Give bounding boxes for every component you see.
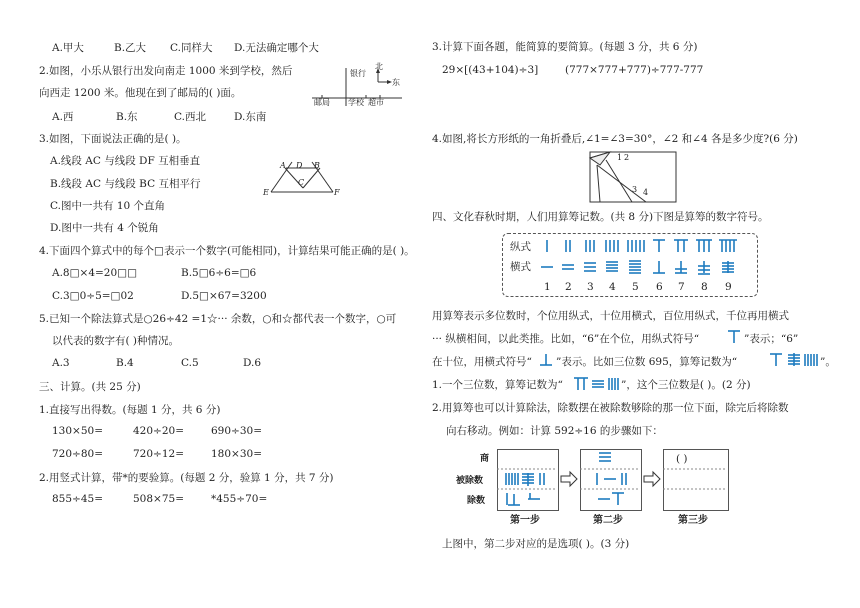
q5-option-d: D.6 [243, 357, 262, 369]
calc3-item: (777×777+777)÷777-777 [565, 64, 704, 76]
rod-digit: 1 [544, 281, 551, 293]
rods-q2-line2: 向右移动。例如：计算 592÷16 的步骤如下： [446, 425, 663, 437]
east-label: 东 [392, 78, 400, 87]
rod-digit: 2 [565, 281, 572, 293]
post-office-label: 邮局 [314, 98, 330, 107]
q2-option-a: A.西 [52, 111, 74, 123]
q5-line1: 5.已知一个除法算式是○26÷42 =1☆··· 余数，○和☆都代表一个数字，○可 [39, 313, 397, 325]
calc1-item: 690÷30= [211, 425, 262, 437]
point-e-label: E [263, 188, 269, 197]
q3-option-c: C.图中一共有 10 个直角 [50, 200, 166, 212]
step2-caption: 第二步 [593, 515, 623, 526]
calc4-stem: 4.如图,将长方形纸的一角折叠后,∠1=∠3=30°，∠2 和∠4 各是多少度?(6 分) [432, 133, 798, 145]
rods-q1-start: 1.一个三位数，算筹记数为“ [432, 379, 563, 391]
q5-option-c: C.5 [181, 357, 199, 369]
calc1-item: 180×30= [211, 448, 262, 460]
rod-digit: 3 [587, 281, 594, 293]
section-3-heading: 三、计算。(共 25 分) [39, 381, 141, 393]
calc2-item: 508×75= [133, 493, 184, 505]
q2-line2: 向西走 1200 米。他现在到了邮局的( )面。 [39, 87, 242, 99]
angle-4-label: 4 [643, 188, 649, 197]
q1-option-c: C.同样大 [170, 42, 213, 54]
point-c-label: C [298, 178, 305, 187]
rods-q2-line1: 2.用算筹也可以计算除法，除数摆在被除数够除的那一位下面，除完后将除数 [432, 402, 789, 414]
quotient-label: 商 [480, 454, 490, 464]
rods-paragraph-line2-end: ”表示；“6” [744, 333, 799, 345]
q1-option-d: D.无法确定哪个大 [234, 42, 319, 54]
point-b-label: B [314, 161, 320, 170]
horizontal-form-label: 横式 [510, 261, 531, 273]
calc2-item: 855÷45= [52, 493, 103, 505]
calc1-item: 720÷12= [133, 448, 184, 460]
q4-option-a: A.8□×4=20□□ [52, 267, 137, 279]
school-label: 学校 [348, 98, 364, 107]
q4-option-d: D.5□×67=3200 [181, 290, 267, 302]
calc1-item: 420÷20= [133, 425, 184, 437]
q1-option-a: A.甲大 [52, 42, 84, 54]
section-4-heading: 四、文化春秋时期，人们用算筹记数。(共 8 分)下图是算筹的数字符号。 [432, 211, 769, 223]
q4-stem: 4.下面四个算式中的每个□表示一个数字(可能相同)，计算结果可能正确的是( )。 [39, 245, 415, 257]
step3-caption: 第三步 [678, 515, 708, 526]
rods-paragraph-line3-end: ”。 [820, 356, 836, 368]
angle-2-label: 2 [624, 153, 630, 162]
calc3-stem: 3.计算下面各题，能简算的要简算。(每题 3 分，共 6 分) [432, 41, 698, 53]
step3-quotient-blank: ( ) [676, 453, 688, 465]
q2-option-c: C.西北 [174, 111, 206, 123]
q3-option-d: D.图中一共有 4 个锐角 [50, 222, 159, 234]
rod-digit: 5 [632, 281, 639, 293]
rods-paragraph-line2: ··· 纵横相间，以此类推。比如，“6”在个位，用纵式符号“ [432, 333, 700, 345]
north-label: 北 [375, 62, 383, 71]
calc1-item: 130×50= [52, 425, 103, 437]
rod-digit: 4 [609, 281, 616, 293]
q5-line2: 以代表的数字有( )种情况。 [52, 335, 180, 347]
q3-option-a: A.线段 AC 与线段 DF 互相垂直 [50, 155, 201, 167]
calc3-item: 29×[(43+104)÷3] [442, 64, 539, 76]
dividend-label: 被除数 [456, 476, 484, 486]
rods-paragraph-line3: 在十位，用横式符号“ [432, 356, 532, 368]
rod-digit: 8 [701, 281, 708, 293]
point-d-label: D [296, 161, 303, 170]
q3-stem: 3.如图，下面说法正确的是( )。 [39, 133, 187, 145]
rod-digit: 9 [725, 281, 732, 293]
rod-digit: 7 [678, 281, 685, 293]
q4-option-c: C.3□0÷5=□02 [52, 290, 134, 302]
bank-label: 银行 [350, 69, 366, 78]
calc2-item: *455÷70= [211, 493, 268, 505]
rods-q1-end: ”，这个三位数是( )。(2 分) [621, 379, 751, 391]
q4-option-b: B.5□6÷6=□6 [181, 267, 257, 279]
calc2-stem: 2.用竖式计算，带*的要验算。(每题 2 分，验算 1 分，共 7 分) [39, 472, 334, 484]
divisor-label: 除数 [467, 496, 486, 506]
rods-paragraph-line1: 用算筹表示多位数时，个位用纵式，十位用横式，百位用纵式，千位再用横式 [432, 310, 789, 322]
q2-option-b: B.东 [116, 111, 138, 123]
point-f-label: F [334, 188, 340, 197]
q2-line1: 2.如图，小乐从银行出发向南走 1000 米到学校，然后 [39, 65, 293, 77]
q2-option-d: D.东南 [234, 111, 267, 123]
rods-paragraph-line3-mid: ”表示。比如三位数 695，算筹记数为“ [556, 356, 738, 368]
calc1-stem: 1.直接写出得数。(每题 1 分，共 6 分) [39, 404, 221, 416]
q1-option-b: B.乙大 [114, 42, 147, 54]
q3-option-b: B.线段 AC 与线段 BC 互相平行 [50, 178, 201, 190]
angle-1-label: 1 [617, 153, 623, 162]
angle-3-label: 3 [632, 185, 638, 194]
step1-caption: 第一步 [510, 515, 540, 526]
q5-option-b: B.4 [116, 357, 134, 369]
rods-q2-question: 上图中，第二步对应的是选项( )。(3 分) [442, 538, 630, 550]
vertical-form-label: 纵式 [510, 241, 531, 253]
q5-option-a: A.3 [52, 357, 70, 369]
market-label: 超市 [368, 98, 384, 107]
rod-digit: 6 [656, 281, 663, 293]
point-a-label: A [280, 161, 286, 170]
calc1-item: 720÷80= [52, 448, 103, 460]
